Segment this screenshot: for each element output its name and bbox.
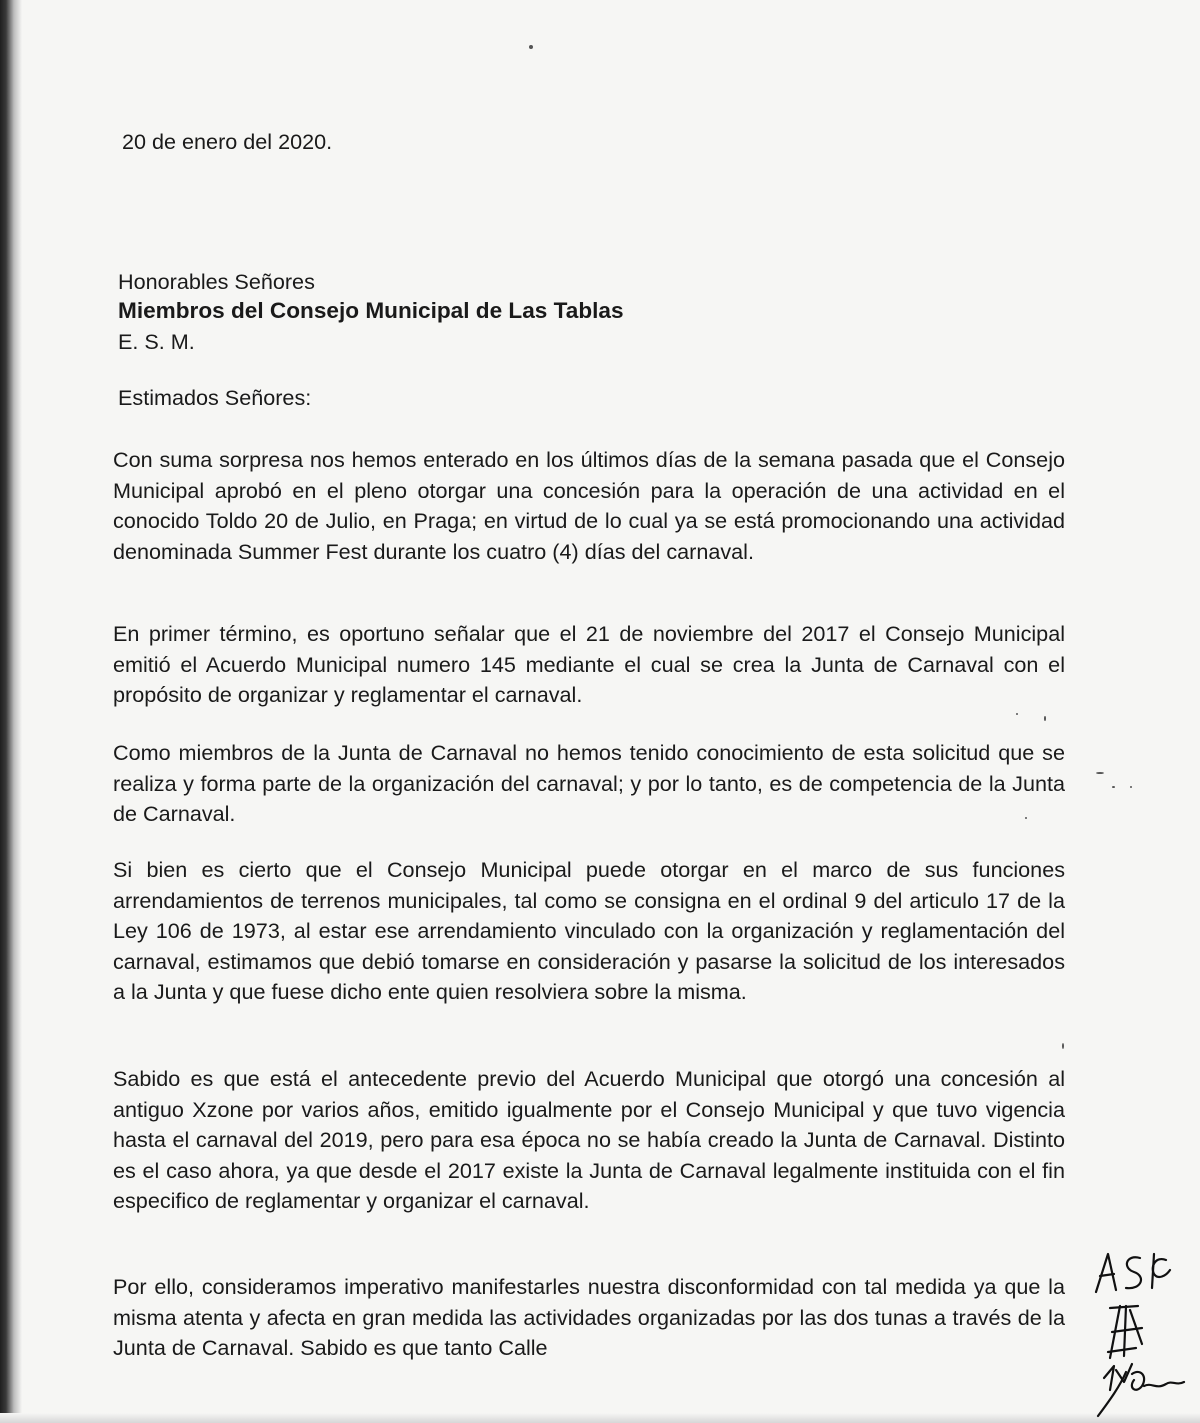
scan-speck (1044, 716, 1046, 721)
scan-speck (1062, 1043, 1064, 1049)
scan-shadow-bottom (0, 1413, 1200, 1423)
recipient-abbreviation: E. S. M. (118, 329, 195, 354)
body-paragraph: En primer término, es oportuno señalar que el 21 de noviembre del 2017 el Consejo Municipal emitió el Acuerdo Municipal numero 145 mediante el cual se crea la Junta de Carnaval con el propósito de organizar y reglamentar el carnaval. (113, 621, 1065, 707)
body-paragraph: Por ello, consideramos imperativo manifestarles nuestra disconformidad con tal medida ya que la misma atenta y afecta en gran medida las actividades organizadas por las dos tunas a través de la Junta de Carnaval. Sabido es que tanto Calle (113, 1274, 1065, 1360)
body-paragraph: Como miembros de la Junta de Carnaval no hemos tenido conocimiento de esta solicitud que se realiza y forma parte de la organización del carnaval; y por lo tanto, es de competencia de la Junta de Carnaval. (113, 740, 1065, 826)
scan-speck (1130, 786, 1132, 788)
letter-date: 20 de enero del 2020. (122, 129, 333, 154)
scan-speck (529, 45, 533, 49)
body-paragraph: Si bien es cierto que el Consejo Municipal puede otorgar en el marco de sus funciones arrendamientos de terrenos municipales, tal como se consigna en el ordinal 9 del articulo 17 de la Ley 106 de 1973, al estar ese arrendamiento vinculado con la organización y reglamentación del carnaval, estimamos que debió tomarse en consideración y pasarse la solicitud de los interesados a la Junta y que fuese dicho ente quien resolviera sobre la misma. (113, 857, 1065, 1004)
scan-speck (1096, 772, 1104, 774)
recipient-salutation: Honorables Señores (118, 269, 315, 294)
body-paragraph: Con suma sorpresa nos hemos enterado en los últimos días de la semana pasada que el Consejo Municipal aprobó en el pleno otorgar una concesión para la operación de una actividad en el conocido Toldo 20 de Julio, en Praga; en virtud de lo cual ya se está promocionando una actividad denominada Summer Fest durante los cuatro (4) días del carnaval. (113, 447, 1065, 564)
body-paragraph: Sabido es que está el antecedente previo del Acuerdo Municipal que otorgó una concesión al antiguo Xzone por varios años, emitido igualmente por el Consejo Municipal y que tuvo vigencia hasta el carnaval del 2019, pero para esa época no se había creado la Junta de Carnaval. Distinto es el caso ahora, ya que desde el 2017 existe la Junta de Carnaval legalmente instituida con el fin especifico de reglamentar y organizar el carnaval. (113, 1066, 1065, 1213)
scan-speck (1016, 713, 1018, 715)
scan-speck (1112, 786, 1115, 788)
letter-greeting: Estimados Señores: (118, 385, 312, 410)
handwritten-initials (1080, 1240, 1190, 1420)
recipient-organization: Miembros del Consejo Municipal de Las Tablas (118, 298, 624, 323)
scan-shadow-left (0, 0, 22, 1423)
